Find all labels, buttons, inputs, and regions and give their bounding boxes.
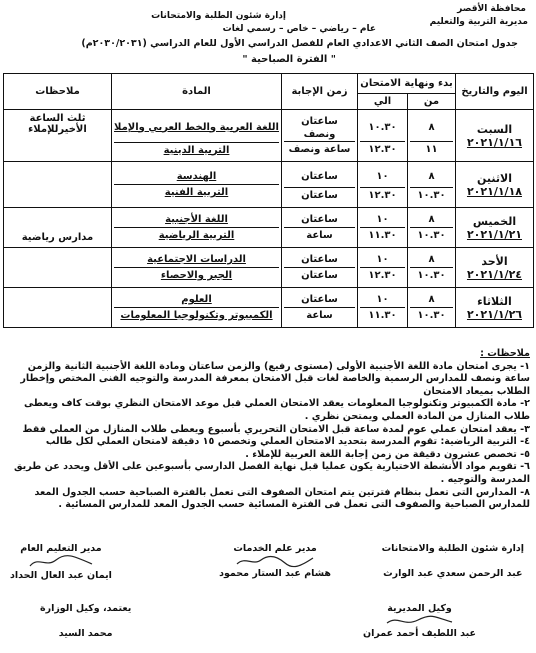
table-row xyxy=(4,162,534,208)
day-cell: الخميس ٢٠٢١/١/٢١ xyxy=(456,208,534,248)
period-label: " الفترة الصباحية " xyxy=(242,54,336,65)
signature-title: يعتمد، وكيل الوزارة xyxy=(40,603,132,614)
note-item: ٣- يعقد امتحان عملي عوم لمدة ساعة قبل الامتحان التحريري بأسبوع ويعطى طلاب المنازل من العملي فقط xyxy=(22,423,530,435)
to-cell: ١٠ ١٢.٣٠ xyxy=(358,162,408,208)
notes-cell xyxy=(4,162,112,208)
day-cell: الاثنين ٢٠٢١/١/١٨ xyxy=(456,162,534,208)
col-header-notes: ملاحظات xyxy=(4,74,112,110)
signature-ministry xyxy=(40,603,131,639)
table-row xyxy=(4,248,534,288)
note-item: ٦- تقويم مواد الأنشطة الاختيارية يكون عمليا قبل نهاية الفصل الدارسي بأسبوعين على الأقل ويحدد عن طريق المدرسة والتوجيه . xyxy=(13,461,530,485)
day-cell: الأحد ٢٠٢١/١/٢٤ xyxy=(456,248,534,288)
from-cell: ٨ ١٠.٣٠ xyxy=(408,288,456,328)
from-cell: ٨ ١٠.٣٠ xyxy=(408,208,456,248)
col-header-day: اليوم والتاريخ xyxy=(456,74,534,110)
col-header-duration: زمن الإجابة xyxy=(282,74,358,110)
subject-cell: اللغة الأجنبية التربية الرياضية xyxy=(112,208,282,248)
note-item: ٥- تخصص عشرون دقيقة من زمن إجابة اللغة العربية للإملاء . xyxy=(245,448,530,460)
exam-table xyxy=(3,73,534,328)
signature-name: عبد الرحمن سعدي عبد الوارث xyxy=(383,568,523,579)
duration-cell: ساعتان ساعة xyxy=(282,208,358,248)
to-cell: ١٠ ١٢.٣٠ xyxy=(358,248,408,288)
signature-name: ايمان عبد العال الحداد xyxy=(10,570,112,581)
notes-cell xyxy=(4,248,112,288)
subject-cell: اللغة العربية والخط العربي والإملا التربية الدينية xyxy=(112,110,282,162)
notes-cell xyxy=(4,288,112,328)
note-item: ٨- المدارس التى تعمل بنظام فترتين يتم امتحان الصفوف التى تعمل بالفترة الصباحية حسب الجدول المعد للمدارس الصباحية والصفوف التى تعمل فى الفترة المسائية حسب الجدول المعد للمدارس المسائية . xyxy=(34,486,530,511)
notes-section xyxy=(6,348,530,512)
to-cell: ١٠ ١١.٣٠ xyxy=(358,288,408,328)
governorate-label: محافظة الأقصر xyxy=(457,4,526,14)
notes-cell: مدارس رياضية xyxy=(4,208,112,248)
from-cell: ٨ ١١ xyxy=(408,110,456,162)
signature-title: مدير التعليم العام xyxy=(20,543,102,554)
to-cell: ١٠ ١١.٣٠ xyxy=(358,208,408,248)
col-header-from: من xyxy=(408,94,456,110)
to-cell: ١٠.٣٠ ١٢.٣٠ xyxy=(358,110,408,162)
directorate-label: مديرية التربية والتعليم xyxy=(429,17,528,27)
page-title: جدول امتحان الصف الثاني الاعدادي العام للفصل الدراسي الأول للعام الدراسي (٢٠٣٠/٢٠٣١م) xyxy=(81,38,518,49)
signature-deputy-directorate xyxy=(363,603,476,639)
signature-title: وكيل المديرية xyxy=(387,603,452,614)
duration-cell: ساعتان ساعتان xyxy=(282,248,358,288)
table-row xyxy=(4,208,534,248)
subject-cell: الهندسة التربية الفنية xyxy=(112,162,282,208)
table-row xyxy=(4,110,534,162)
signature-name: عبد اللطيف أحمد عمران xyxy=(362,628,476,639)
day-cell: الثلاثاء ٢٠٢١/١/٢٦ xyxy=(456,288,534,328)
signature-general-education xyxy=(10,543,112,581)
signature-name: هشام عبد الستار محمود xyxy=(219,568,331,579)
signature-services xyxy=(219,543,331,579)
handwritten-signature-icon xyxy=(26,554,96,570)
from-cell: ٨ ١٠.٣٠ xyxy=(408,248,456,288)
signature-title: إدارة شئون الطلبة والامتحانات xyxy=(381,543,524,554)
col-header-time: بدء ونهاية الامتحان xyxy=(358,74,456,94)
duration-cell: ساعتان ساعة xyxy=(282,288,358,328)
subject-cell: العلوم الكمبيوتر وتكنولوجيا المعلومات xyxy=(112,288,282,328)
note-item: ٢- مادة الكمبيوتر وتكنولوجيا المعلومات يعقد الامتحان العملي قبل موعد الامتحان النظري بوقت كاف ويعطى طلاب المنازل من المادة العملي ويمتحن نظري . xyxy=(24,398,530,422)
from-cell: ٨ ١٠.٣٠ xyxy=(408,162,456,208)
signature-name: محمد السيد xyxy=(58,628,113,639)
signature-title: مدير علم الخدمات xyxy=(233,543,317,554)
day-cell: السبت ٢٠٢١/١/١٦ xyxy=(456,110,534,162)
notes-heading: ملاحظات : xyxy=(480,348,530,359)
col-header-subject: المادة xyxy=(112,74,282,110)
table-row xyxy=(4,288,534,328)
school-types-label: عام – رياضي – خاص – رسمي لغات xyxy=(222,24,376,34)
duration-cell: ساعتان ونصف ساعة ونصف xyxy=(282,110,358,162)
signature-student-affairs xyxy=(382,543,524,579)
department-label: إدارة شئون الطلبة والامتحانات xyxy=(151,11,286,21)
handwritten-signature-icon xyxy=(384,614,454,628)
col-header-to: الي xyxy=(358,94,408,110)
subject-cell: الدراسات الاجتماعية الجبر والاحصاء xyxy=(112,248,282,288)
handwritten-signature-icon xyxy=(235,554,315,568)
duration-cell: ساعتان ساعتان xyxy=(282,162,358,208)
notes-cell: ثلث الساعة الأخيرللإملاء xyxy=(4,110,112,162)
note-item: ١- يجرى امتحان مادة اللغة الأجنبية الأولى (مستوى رفيع) والزمن ساعتان ومادة اللغة الأجنبية الثانية والزمن ساعة ونصف للمدارس الرسمية والخاصة لغات قبل الامتحان بمعرفة المدرسة والتوجيه الفنى المختص وإخطار الطلاب بميعاد الامتحان xyxy=(20,360,530,397)
note-item: ٤- التربية الرياضية: تقوم المدرسة بتحديد الامتحان العملي وتخصص ١٥ دقيقة لامتحان العملي لكل طالب xyxy=(45,436,530,448)
